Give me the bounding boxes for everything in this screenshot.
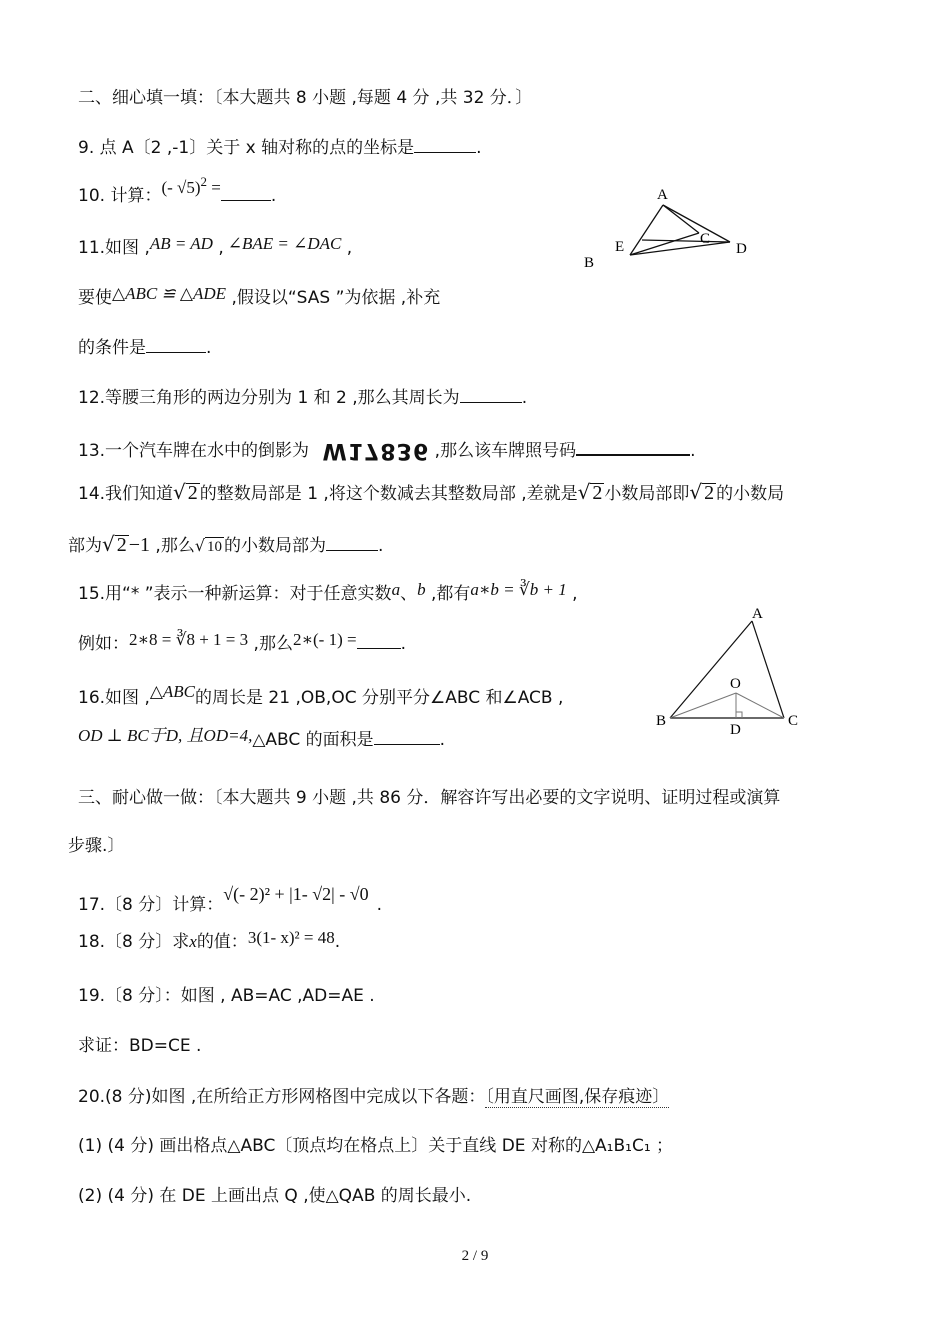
question-14-line-1 [78,480,784,506]
q14-c: 小数局部即 [604,484,690,504]
q16-d: △ABC 的面积是 [252,730,374,750]
fig2-label-b: B [656,713,667,729]
q14-radicand-2: 2 [592,482,603,504]
question-13 [78,438,695,463]
q12-text: 12.等腰三角形的两边分别为 1 和 2 ,那么其周长为 [78,388,460,408]
fig1-line-ed [642,240,730,242]
q18-equation: 3(1- x)² = 48 [247,928,335,947]
fig1-line-ab [630,205,663,255]
q13-after: ,那么该车牌照号码 [429,441,577,461]
question-20 [78,1085,669,1109]
q14-a: 14.我们知道 [78,484,174,504]
fig2-label-a: A [752,606,763,622]
fig2-label-o: O [730,676,741,692]
q14-d: 的小数局 [716,484,785,504]
q15-b: ,都有 [425,584,471,604]
q13-end: . [690,441,696,461]
q14-g: ,那么 [150,536,195,556]
question-15-line-2 [78,632,406,656]
q14-radicand-1: 2 [187,482,198,504]
fig1-label-b: B [584,255,595,271]
q15-query: 2∗(- 1) = [292,630,357,649]
question-11-line-1 [78,236,352,260]
q13-text: 13.一个汽车牌在水中的倒影为 [78,441,310,461]
q14-h: 的小数局部为 [224,536,327,556]
q15-example: 2∗8 = ∛8 + 1 = 3 [129,630,249,649]
question-10 [78,174,277,209]
question-20-part-2: (2) (4 分) 在 DE 上画出点 Q ,使△QAB 的周长最小. [78,1186,472,1206]
section-2-heading: 二、细心填一填：〔本大题共 8 小题 ,每题 4 分 ,共 32 分．〕 [78,88,533,108]
q14-radicand-3: 2 [704,482,715,504]
fig1-line-ac [663,205,699,233]
question-14-line-2 [68,532,383,558]
section-3-heading-cont: 步骤.〕 [68,836,125,856]
q11-sep: , [212,238,224,258]
question-11-line-2 [78,286,440,310]
q10-expression [161,174,221,197]
q14-minus-one: −1 [128,534,151,556]
q20-note: 〔用直尺画图,保存痕迹〕 [485,1087,670,1107]
question-11-line-3 [78,336,211,360]
sqrt-symbol-5: √ [194,536,206,555]
q11-line2a: 要使 [78,288,112,308]
q13-answer-blank[interactable] [576,438,690,456]
fig1-label-a: A [657,187,668,203]
q15-answer-blank[interactable] [357,632,401,649]
q17-text: 17.〔8 分〕计算： [78,895,224,915]
question-12 [78,386,527,410]
q9-end: . [476,138,482,158]
q14-radicand-4: 2 [116,534,127,556]
section-3-heading: 三、耐心做一做：〔本大题共 9 小题 ,共 86 分．解容许写出必要的文字说明、证明过程或演算 [78,788,781,808]
figure-triangles-abc-ade [578,183,758,273]
q10-end: . [270,186,277,206]
fig1-label-c: C [700,231,711,247]
q15-end: . [400,634,407,654]
q9-text: 9. 点 A〔2 ,-1〕关于 x 轴对称的点的坐标是 [78,138,415,158]
sqrt-symbol-1: √ [173,480,186,504]
q16-a: 16.如图 , [78,688,150,708]
q11-answer-blank[interactable] [146,336,206,353]
q14-b: 的整数局部是 1 ,将这个数减去其整数局部 ,差就是 [199,484,578,504]
q11-line3: 的条件是 [78,338,146,358]
q14-radicand-5: 10 [207,539,223,555]
q18-end: . [334,932,341,952]
q16-triangle: △ABC [149,682,196,701]
q12-answer-blank[interactable] [460,386,522,403]
q10-answer-blank[interactable] [221,184,271,201]
fig1-line-ad [663,205,730,242]
q10-text: 10. 计算： [78,186,162,206]
q10-expr-base: (- √5) [161,178,201,197]
q16-answer-blank[interactable] [374,728,440,745]
question-16-line-2 [78,728,445,752]
fig2-label-c: C [788,713,799,729]
q11-expr-congruent: △ABC ≌ △ADE [112,284,227,303]
q15-definition: a∗b = ∛b + 1 [470,580,567,599]
q11-line2b: ,假设以“SAS ”为依据 ,补充 [226,288,441,308]
question-20-part-1: (1) (4 分) 画出格点△ABC〔顶点均在格点上〕关于直线 DE 对称的△A₁B₁C₁ ； [78,1136,674,1156]
q15-sep: 、 [400,584,418,604]
fig1-label-e: E [615,239,625,255]
q18-text2: 的值： [196,932,248,952]
question-15-line-1 [78,582,578,606]
q14-answer-blank[interactable] [326,534,378,551]
q11-line1: 11.如图 , [78,238,150,258]
q15-d: 例如： [78,634,129,654]
license-plate-reflection: W17836 [322,438,430,463]
sqrt-symbol-2: √ [577,480,591,504]
page-number: 2 / 9 [461,1248,489,1264]
q10-expr-exponent: 2 [200,174,208,189]
figure-triangle-abc-incenter [648,600,808,742]
q15-c: , [566,584,578,604]
q11-expr-angles: ∠BAE = ∠DAC [227,234,342,253]
question-17 [78,884,383,917]
sqrt-symbol-4: √ [102,532,115,556]
q11-tail: , [341,238,353,258]
q20-line1: 20.(8 分)如图 ,在所给正方形网格图中完成以下各题： [78,1087,486,1107]
q15-e: ,那么 [248,634,293,654]
question-9 [78,136,482,160]
q16-condition: OD ⊥ BC于D, 且OD=4, [78,726,253,745]
question-19-prove: 求证：BD=CE . [78,1036,202,1056]
q18-var-x: x [189,932,197,951]
fig1-line-bc [630,233,699,255]
q15-var-a: a [391,580,401,599]
q12-end: . [521,388,528,408]
q16-b: 的周长是 21 ,OB,OC 分别平分∠ABC 和∠ACB , [195,688,564,708]
sqrt-symbol-3: √ [689,480,703,504]
q14-e: 部为 [68,536,102,556]
question-16-line-1 [78,682,564,710]
q11-expr-ab-ad: AB = AD [149,234,213,253]
fig2-right-angle-mark [736,712,742,718]
fig2-label-d: D [730,722,741,738]
question-18 [78,930,340,954]
fig2-line-ab [670,621,752,718]
question-19: 19.〔8 分〕：如图 , AB=AC ,AD=AE . [78,986,375,1006]
q10-expr-equals: = [211,178,221,197]
q14-end: . [378,536,384,556]
fig1-line-bd [630,242,730,255]
q15-a: 15.用“* ”表示一种新运算：对于任意实数 [78,584,392,604]
q17-expression: √(- 2)² + |1- √2| - √0 [223,884,369,904]
q18-text: 18.〔8 分〕求 [78,932,190,952]
q15-var-b: b [417,580,426,599]
q17-end: . [376,895,383,915]
q16-end: . [439,730,446,750]
q9-answer-blank[interactable] [414,136,476,153]
q11-end: . [206,338,212,358]
fig1-label-d: D [736,241,747,257]
